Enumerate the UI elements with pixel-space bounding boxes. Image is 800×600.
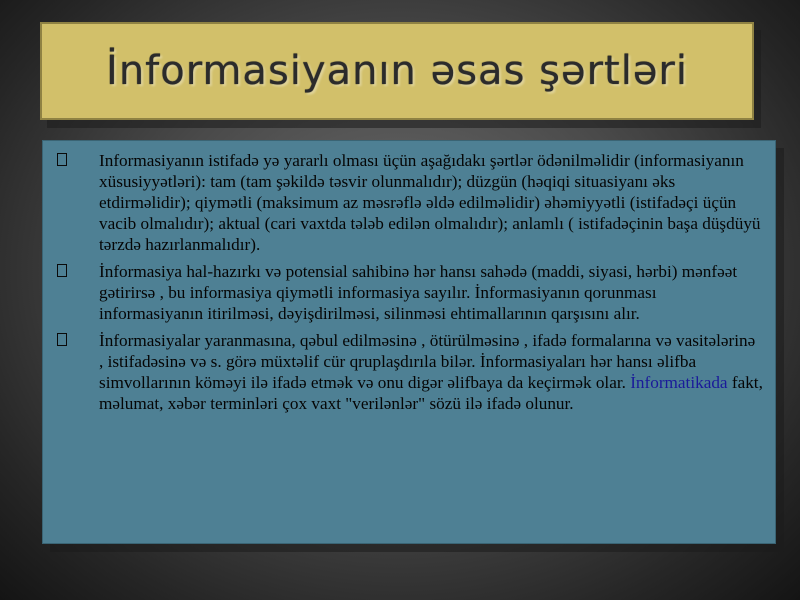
bullet-text-part: fakt, məlumat, xəbər terminləri çox vaxt "verilənlər" sözü ilə ifadə olunur. [99,373,763,413]
bullet-text: Informasiyanın istifadə yə yararlı olması üçün aşağıdakı şərtlər ödənilməlidir (informasiyanın xüsusiyyətləri): tam (tam şəkildə təsvir olunmalıdır); düzgün (həqiqi situasiyanı əks etdirməlidir); qiymətli (maksimum az məsrəflə əldə edilməlidir) əhəmiyyətli (istifadəçi üçün vacib olmalıdır); aktual (cari vaxtda tələb edilən olmalıdır); anlamlı ( istifadəçinin başa düşdüyü tərzdə hazırlanmalıdır). [99,151,761,254]
title-banner [40,22,754,120]
bullet-item [57,150,763,255]
bullet-text: İnformasiya hal-hazırkı və potensial sahibinə hər hansı sahədə (maddi, siyasi, hərbi) mənfəət gətirirsə , bu informasiya qiymətli informasiya sayılır. İnformasiyanın qorunması informasiyanın itirilməsi, dəyişdirilməsi, silinməsi ehtimallarının qarşısını alır. [99,262,738,323]
bullet-marker-icon [57,153,67,166]
bullet-text [99,331,763,413]
bullet-item [57,330,763,414]
bullet-marker-icon [57,264,67,277]
bullet-item [57,261,763,324]
bullet-text-part: İnformasiyalar yaranmasına, qəbul edilməsinə , ötürülməsinə , ifadə formalarına və vasitələrinə , istifadəsinə və s. görə müxtəlif cür qruplaşdırıla bilər. İnformasiyaları hər hansı əlifba simvollarının köməyi ilə ifadə etmək və onu digər əlifbaya da keçirmək olar. [99,331,756,392]
informatika-link[interactable]: İnformatikada [630,373,728,392]
content-panel [42,140,776,544]
bullet-marker-icon [57,333,67,346]
bullet-list [57,150,763,420]
slide-title: İnformasiyanın əsas şərtləri [106,48,688,94]
